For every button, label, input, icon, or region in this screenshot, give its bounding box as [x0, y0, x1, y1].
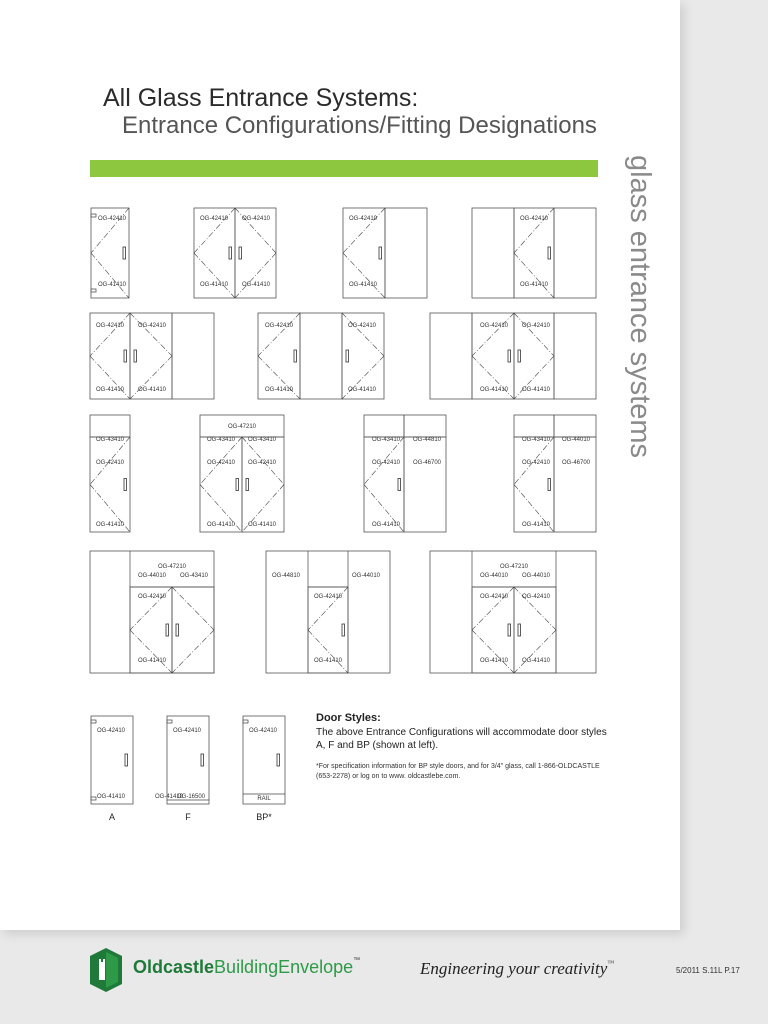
- fitting-designation-label: OG-42410: [173, 728, 202, 734]
- fitting-designation-label: OG-44810: [413, 437, 442, 443]
- fitting-designation-label: OG-41410: [155, 794, 184, 800]
- fitting-designation-label: OG-43410: [248, 437, 277, 443]
- fitting-designation-label: OG-43410: [522, 437, 551, 443]
- brand-trademark: ™: [353, 957, 361, 964]
- oldcastle-logo-icon: [90, 948, 122, 992]
- tagline-trademark: ™: [607, 959, 615, 967]
- door-swing-line: [235, 208, 276, 253]
- fitting-designation-label: OG-41410: [248, 522, 277, 528]
- door-style-caption: A: [108, 812, 116, 822]
- fitting-designation-label: OG-42410: [349, 216, 378, 222]
- door-handle: [379, 247, 382, 259]
- fitting-designation-label: OG-41410: [372, 522, 401, 528]
- fitting-designation-label: OG-41410: [98, 282, 127, 288]
- brand-name-light: BuildingEnvelope: [214, 957, 354, 977]
- door-handle: [294, 350, 297, 362]
- fitting-designation-label: OG-42410: [522, 323, 551, 329]
- door-swing-line: [472, 630, 514, 673]
- sidelite-panel: [554, 437, 596, 532]
- door-handle: [508, 350, 511, 362]
- fitting-designation-label: OG-42410: [480, 323, 509, 329]
- door-swing-line: [258, 313, 300, 356]
- door-swing-line: [514, 313, 554, 356]
- door-handle: [508, 624, 511, 636]
- transom-panel: [404, 415, 446, 437]
- sidelite-panel: [404, 437, 446, 532]
- door-handle: [239, 247, 242, 259]
- fitting-designation-label: OG-43410: [207, 437, 236, 443]
- fitting-designation-label: OG-42410: [520, 216, 549, 222]
- door-swing-line: [514, 253, 554, 298]
- fitting-designation-label: OG-43410: [372, 437, 401, 443]
- sidelite-panel: [554, 208, 596, 298]
- page-subtitle: Entrance Configurations/Fitting Designations: [122, 112, 597, 139]
- door-style-caption: F: [185, 812, 191, 822]
- door-handle: [277, 754, 280, 766]
- fitting-designation-label: OG-42410: [522, 460, 551, 466]
- brand-tagline: [420, 959, 614, 979]
- fitting-designation-label: OG-41410: [207, 522, 236, 528]
- transom-panel: [364, 415, 404, 437]
- fitting-designation-label: OG-46700: [562, 460, 591, 466]
- fitting-designation-label: OG-44010: [522, 573, 551, 579]
- fitting-designation-label: OG-43410: [180, 573, 209, 579]
- fitting-designation-label: OG-42410: [200, 216, 229, 222]
- fitting-designation-label: OG-44010: [352, 573, 381, 579]
- fitting-designation-label: OG-42410: [138, 594, 167, 600]
- opening-frame: [90, 551, 214, 673]
- door-swing-line: [235, 253, 276, 298]
- door-swing-line: [472, 313, 514, 356]
- fitting-designation-label: OG-42410: [248, 460, 277, 466]
- door-styles-text: The above Entrance Configurations will accommodate door styles A, F and BP (shown at left).: [316, 727, 607, 751]
- door-swing-line: [194, 208, 235, 253]
- door-handle: [166, 624, 169, 636]
- door-handle: [518, 350, 521, 362]
- door-handle: [548, 247, 551, 259]
- fitting-designation-label: OG-46700: [413, 460, 442, 466]
- door-swing-line: [91, 253, 129, 298]
- fitting-designation-label: OG-41410: [522, 658, 551, 664]
- tagline-text: Engineering your creativity: [420, 959, 608, 978]
- sidelite-panel: [430, 313, 472, 399]
- door-handle: [548, 479, 551, 491]
- door-swing-line: [194, 253, 235, 298]
- door-handle: [123, 247, 126, 259]
- fitting-designation-label: OG-41410: [96, 522, 125, 528]
- door-swing-line: [308, 630, 348, 673]
- door-handle: [342, 624, 345, 636]
- door-handle: [236, 479, 239, 491]
- fitting-designation-label: OG-42410: [249, 728, 278, 734]
- fitting-designation-label: OG-41410: [265, 387, 294, 393]
- fitting-designation-label: OG-44010: [138, 573, 167, 579]
- door-handle: [229, 247, 232, 259]
- fitting-designation-label: OG-41410: [522, 387, 551, 393]
- sidelite-panel: [385, 208, 427, 298]
- fitting-designation-label: OG-47210: [227, 424, 257, 430]
- sidelite-panel: [300, 313, 342, 399]
- door-style-caption: BP*: [256, 812, 272, 822]
- fitting-designation-label: OG-42410: [98, 216, 127, 222]
- door-swing-line: [172, 587, 214, 630]
- brand-name-bold: Oldcastle: [133, 957, 215, 977]
- fitting-designation-label: OG-42410: [314, 594, 343, 600]
- door-swing-line: [130, 630, 172, 673]
- fitting-designation-label: OG-41410: [520, 282, 549, 288]
- door-handle: [124, 350, 127, 362]
- patch-fitting: [243, 720, 248, 723]
- fitting-designation-label: OG-41410: [242, 282, 271, 288]
- sidelite-panel: [172, 313, 214, 399]
- door-swing-line: [342, 313, 384, 356]
- side-section-title: glass entrance systems: [624, 155, 656, 459]
- transom-panel: [554, 415, 596, 437]
- door-styles-heading: Door Styles:: [316, 712, 381, 724]
- door-swing-line: [130, 313, 172, 356]
- fitting-designation-label: OG-41410: [138, 387, 167, 393]
- fitting-designation-label: OG-42410: [265, 323, 294, 329]
- door-handle: [398, 479, 401, 491]
- fitting-designation-label: OG-41410: [480, 387, 509, 393]
- door-swing-line: [514, 208, 554, 253]
- fitting-designation-label: OG-47210: [157, 564, 187, 570]
- fitting-designation-label: OG-42410: [242, 216, 271, 222]
- patch-fitting: [167, 720, 172, 723]
- fitting-designation-label: OG-41410: [96, 387, 125, 393]
- page-code: 5/2011 S.11L P.17: [676, 966, 740, 975]
- brand-name: [133, 957, 360, 978]
- fitting-designation-label: OG-47210: [499, 564, 529, 570]
- fitting-designation-label: OG-43410: [96, 437, 125, 443]
- fitting-designation-label: OG-41410: [349, 282, 378, 288]
- door-handle: [346, 350, 349, 362]
- door-styles-section: [316, 712, 616, 782]
- patch-fitting: [91, 720, 96, 723]
- fitting-designation-label: OG-42410: [207, 460, 236, 466]
- fitting-designation-label: OG-41410: [138, 658, 167, 664]
- fitting-designation-label: OG-41410: [314, 658, 343, 664]
- transom-panel: [90, 415, 130, 437]
- fitting-designation-label: OG-42410: [522, 594, 551, 600]
- door-styles-note: *For specification information for BP style doors, and for 3/4" glass, call 1-866-OLDCASTLE (653-2278) or log on to www. oldcastlebe.com.: [316, 763, 600, 780]
- fitting-designation-label: OG-44010: [480, 573, 509, 579]
- fitting-designation-label: OG-41410: [97, 794, 126, 800]
- fitting-designation-label: OG-41410: [200, 282, 229, 288]
- fitting-designation-label: OG-42410: [96, 460, 125, 466]
- page-footer: [0, 940, 768, 1024]
- page-title: All Glass Entrance Systems:: [103, 84, 419, 112]
- fitting-designation-label: OG-42410: [372, 460, 401, 466]
- fitting-designation-label: OG-41410: [480, 658, 509, 664]
- fitting-designation-label: OG-42410: [480, 594, 509, 600]
- fitting-designation-label: OG-16500: [177, 794, 206, 800]
- door-handle: [176, 624, 179, 636]
- door-handle: [246, 479, 249, 491]
- patch-fitting: [91, 214, 96, 217]
- sidelite-panel: [472, 208, 514, 298]
- door-handle: [134, 350, 137, 362]
- patch-fitting: [91, 289, 96, 292]
- patch-fitting: [91, 797, 96, 800]
- fitting-designation-label: OG-42410: [96, 323, 125, 329]
- door-handle: [518, 624, 521, 636]
- opening-frame: [266, 551, 390, 673]
- door-handle: [125, 754, 128, 766]
- fitting-designation-label: OG-41410: [522, 522, 551, 528]
- door-swing-line: [91, 208, 129, 253]
- door-swing-line: [514, 630, 556, 673]
- sidelite-panel: [554, 313, 596, 399]
- transom-panel: [514, 415, 554, 437]
- fitting-designation-label: OG-42410: [97, 728, 126, 734]
- fitting-designation-label: RAIL: [257, 796, 271, 802]
- door-handle: [201, 754, 204, 766]
- door-swing-line: [90, 313, 130, 356]
- fitting-designation-label: OG-42410: [348, 323, 377, 329]
- door-handle: [124, 479, 127, 491]
- fitting-designation-label: OG-44010: [562, 437, 591, 443]
- fitting-designation-label: OG-41410: [348, 387, 377, 393]
- fitting-designation-label: OG-44810: [272, 573, 301, 579]
- fitting-designation-label: OG-42410: [138, 323, 167, 329]
- door-swing-line: [172, 630, 214, 673]
- door-swing-line: [343, 208, 385, 253]
- door-swing-line: [343, 253, 385, 298]
